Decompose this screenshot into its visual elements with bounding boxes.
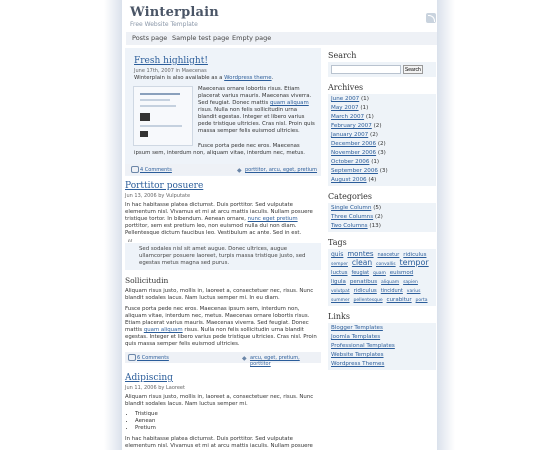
list-item [331, 95, 433, 104]
list-item [331, 167, 433, 176]
links-heading: Links [328, 312, 350, 321]
list-item [331, 324, 433, 333]
post-blockquote: “ Sed sodales nisl sit amet augue. Donec ultrices, augue ullamcorper posuere laoreet, turpis massa tristique justo, sed egestas metus magna sed purus. [125, 243, 321, 270]
thumb-block [140, 131, 148, 137]
list-item [331, 158, 433, 167]
post-meta [134, 68, 319, 74]
archive-link[interactable]: December 2006 [331, 141, 377, 147]
tag-link[interactable]: tincidunt [380, 288, 403, 294]
post-meta: Jun 13, 2006 by Vulputate [125, 193, 191, 199]
archives-list [328, 94, 436, 186]
list-item [331, 204, 433, 213]
comments-link[interactable]: 6 Comments [137, 355, 169, 361]
post-body-text-2: risus. Nulla non felis sollicitudin urna blandit egestas. Integer et libero varius pede tristique ultricies. Cras nisl. Proin quis massa semper felis euismod ultricies. [198, 107, 315, 134]
post-paragraph: Aliquam risus justo, mollis in, laoreet a, consectetuer nec, risus. Nunc blandit sodales lacus. Nam luctus semper mi. In eu diam. [125, 288, 314, 301]
list-item [331, 360, 433, 369]
post-paragraph-text: Fusce porta pede nec eros. Maecenas ipsum sem, interdum non, aliquam vitae, interdum nec, metus. Maecenas ornare lobortis risus. Etiam placerat varius mauris. Maecenas viverra. Sed feugiat. Donec mattis [125, 306, 310, 333]
nav-empty-page[interactable]: Empty page [232, 34, 272, 42]
post-body-text: Maecenas ornare lobortis risus. Etiam placerat varius mauris. Maecenas viverra. Sed feugiat. Donec mattis [198, 86, 312, 106]
list-item [331, 351, 433, 360]
page-container [122, 0, 437, 450]
archive-link[interactable]: September 2006 [331, 168, 378, 174]
tag-link[interactable]: clean [351, 258, 373, 267]
tag-link[interactable]: luctus [331, 270, 348, 276]
post-paragraph-text-2: porttitor, sem est pretium leo, non euismod nulla dui non diam. Pellentesque dictum faucibus leo. Vestibulum ac ante. Sed in est. [125, 223, 302, 236]
quam-aliquam-link[interactable]: quam aliquam [143, 327, 183, 333]
search-input[interactable] [331, 65, 401, 74]
blogroll-link[interactable]: Professional Templates [331, 343, 395, 349]
thumb-line [140, 125, 182, 127]
links-list [328, 323, 436, 370]
list-item [331, 113, 433, 122]
category-count: (13) [369, 223, 381, 229]
blogroll-link[interactable]: Wordpress Themes [331, 361, 385, 367]
blogroll-link[interactable]: Website Templates [331, 352, 384, 358]
list-item: • Tristique [135, 411, 321, 418]
archive-link[interactable]: October 2006 [331, 159, 370, 165]
category-count: (5) [373, 205, 382, 211]
tag-link[interactable]: aliquam [381, 280, 400, 285]
tag-link[interactable]: convallis [376, 262, 396, 267]
page-shadow-right [437, 0, 455, 450]
quam-aliquam-link[interactable]: quam aliquam [269, 100, 309, 106]
list-item: • Aenean [135, 418, 321, 425]
list-item [331, 222, 433, 231]
post-tags[interactable]: porttitor, arcu, eget, pretium [245, 167, 318, 173]
site-description: Free Website Template [130, 21, 198, 28]
search-heading: Search [328, 51, 357, 60]
tag-link[interactable]: ridiculus [353, 288, 377, 294]
main-nav [126, 32, 437, 45]
tag-link[interactable]: curabitur [386, 297, 412, 303]
tag-link[interactable]: ridiculus [403, 252, 427, 258]
archive-link[interactable]: June 2007 [331, 96, 360, 102]
post-paragraph [125, 202, 321, 237]
post-subheading: Sollicitudin [125, 276, 169, 285]
tag-link[interactable]: feugiat [351, 270, 370, 276]
archives-heading: Archives [328, 83, 364, 92]
post-highlight [125, 48, 321, 176]
tag-link[interactable]: tempor [399, 258, 429, 267]
blogroll-link[interactable]: Joomla Templates [331, 334, 381, 340]
post-intro-end: . [271, 75, 274, 81]
archive-count: (4) [368, 177, 377, 183]
list-item [331, 104, 433, 113]
post-footer [125, 164, 321, 175]
nav-posts-page[interactable]: Posts page [132, 34, 168, 42]
post-paragraph-text: In hac habitasse platea dictumst. Duis porttitor. Sed vulputate elementum nisl. Vivamus et mi at arcu mattis iaculis. Nullam posuere tristique tortor. In bibendum. Aenean ornare, [125, 202, 313, 222]
categories-heading: Categories [328, 192, 372, 201]
post-bullet-list [125, 411, 321, 432]
archive-count: (1) [371, 159, 380, 165]
search-box [328, 62, 436, 77]
archive-link[interactable]: August 2006 [331, 177, 367, 183]
page-shadow-left [104, 0, 122, 450]
tag-link[interactable]: quis [331, 251, 344, 258]
tag-link[interactable]: varius [406, 289, 421, 294]
post-tags[interactable]: arcu, eget, pretium, porttitor [250, 355, 300, 367]
post-body [198, 86, 316, 135]
tag-link[interactable]: montes [347, 250, 374, 258]
tag-link[interactable]: ligula [331, 279, 346, 285]
archive-link[interactable]: January 2007 [331, 132, 369, 138]
post-intro-text: Winterplain is also available as a [134, 75, 225, 81]
list-item: • Pretium [135, 425, 321, 432]
comments-link[interactable]: 4 Comments [140, 167, 172, 173]
post-intro [134, 75, 319, 82]
tag-link[interactable]: penatibus [349, 279, 378, 285]
post-adipiscing [125, 373, 321, 450]
tag-link[interactable]: sapien [403, 280, 418, 285]
thumb-block [140, 113, 150, 121]
comment-icon [131, 166, 139, 173]
archive-count: (1) [365, 114, 374, 120]
thumb-line [140, 99, 170, 101]
tag-link[interactable]: euismod [389, 270, 414, 276]
nunc-eget-pretium-link[interactable]: nunc eget pretium [247, 216, 298, 222]
tag-icon: ◆ [237, 167, 242, 174]
search-button[interactable]: Search [404, 66, 421, 73]
category-link[interactable]: Single Column [331, 205, 372, 211]
tag-cloud [328, 249, 436, 306]
rss-icon[interactable] [426, 13, 436, 23]
category-link[interactable]: Two Columns [331, 223, 368, 229]
archive-count: (1) [360, 96, 369, 102]
list-item [331, 176, 433, 185]
post-paragraph-text-2: risus. Nulla non felis sollicitudin urna blandit egestas. Integer et libero varius pede tristique ultricies. Cras nisl. Proin quis massa semper felis euismod ultricies. [125, 327, 317, 347]
list-item [331, 213, 433, 222]
post-paragraph [125, 306, 321, 348]
wordpress-theme-link[interactable]: Wordpress theme [224, 75, 272, 81]
tags-heading: Tags [328, 238, 347, 247]
archive-link[interactable]: May 2007 [331, 105, 359, 111]
comment-icon [128, 354, 136, 361]
archive-link[interactable]: November 2006 [331, 150, 377, 156]
list-item [331, 149, 433, 158]
archive-link[interactable]: February 2007 [331, 123, 372, 129]
post-porttitor [125, 181, 321, 367]
categories-list [328, 203, 436, 232]
blogroll-link[interactable]: Blogger Templates [331, 325, 383, 331]
list-item [331, 333, 433, 342]
post-paragraph: In hac habitasse platea dictumst. Duis porttitor. Sed vulputate elementum nisl. Vivamus et mi at arcu mattis iaculis. Nullam posuere [125, 436, 313, 449]
list-item [331, 140, 433, 149]
list-item [331, 122, 433, 131]
archive-count: (3) [377, 150, 386, 156]
tag-link[interactable]: porta [415, 298, 428, 303]
post-meta: Jun 11, 2006 by Laoreet [125, 385, 185, 391]
archive-count: (2) [373, 123, 382, 129]
post-meta-text: June 17th, 2007 in Maecenas [134, 68, 207, 74]
category-link[interactable]: Three Columns [331, 214, 374, 220]
site-title[interactable]: Winterplain [130, 5, 219, 20]
site-header [130, 5, 219, 28]
tag-link[interactable]: quam [372, 271, 386, 276]
sidebar [328, 51, 436, 370]
post-footer [125, 352, 321, 367]
archive-count: (3) [379, 168, 388, 174]
post-title[interactable]: Adipiscing [125, 373, 173, 383]
thumb-line [140, 105, 176, 107]
post-title[interactable]: Fresh highlight! [134, 56, 208, 66]
post-thumbnail-image [133, 86, 193, 146]
tag-link[interactable]: pellentesque [353, 298, 383, 303]
category-count: (2) [374, 214, 383, 220]
archive-link[interactable]: March 2007 [331, 114, 365, 120]
tag-link[interactable]: summer [331, 298, 350, 303]
archive-count: (2) [377, 141, 386, 147]
thumb-line [140, 93, 180, 95]
nav-sample-test-page[interactable]: Sample test page [172, 34, 230, 42]
list-item [331, 131, 433, 140]
tag-link[interactable]: semper [331, 262, 348, 267]
archive-count: (1) [360, 105, 369, 111]
tag-link[interactable]: volutpat [331, 289, 350, 294]
archive-count: (2) [370, 132, 378, 138]
tag-icon: ◆ [242, 355, 247, 362]
post-paragraph: Aliquam risus justo, mollis in, laoreet a, consectetuer nec, risus. Nunc blandit sodales lacus. Nam luctus semper mi. [125, 394, 314, 407]
post-body-2: Fusce porta pede nec eros. Maecenas ipsum sem, interdum non, aliquam vitae, interdum nec, metus. [134, 143, 306, 156]
post-title[interactable]: Porttitor posuere [125, 181, 204, 191]
tag-link[interactable]: nascetur [377, 252, 400, 258]
list-item [331, 342, 433, 351]
